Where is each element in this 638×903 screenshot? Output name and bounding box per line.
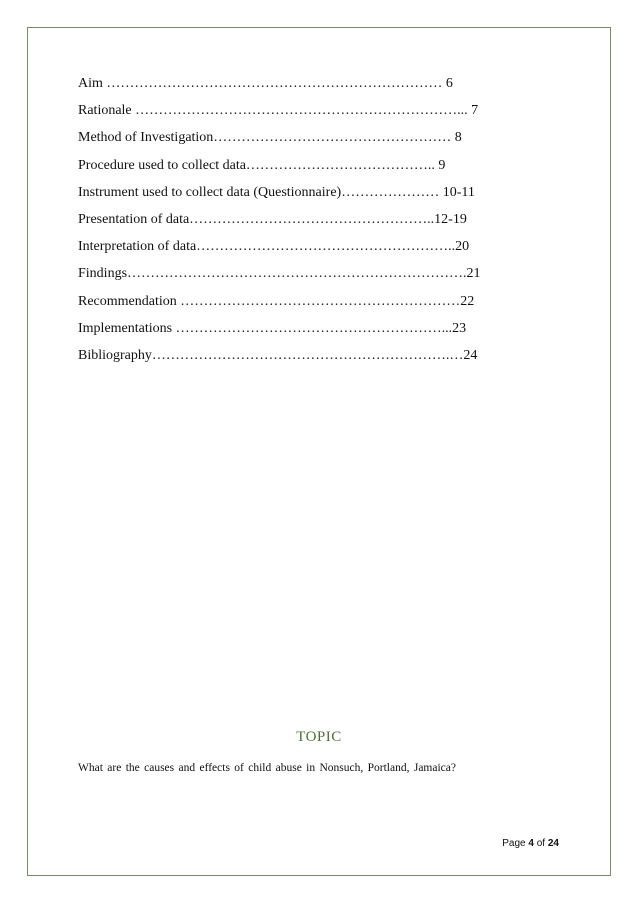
toc-entry-instrument: Instrument used to collect data (Questionnaire)………………… 10-11 <box>78 184 475 200</box>
of-label: of <box>536 838 546 849</box>
topic-heading: TOPIC <box>296 729 342 745</box>
toc-entry-implementations: Implementations …………………………………………………...23 <box>78 320 467 336</box>
toc-entry-aim: Aim ……………………………………………………………… 6 <box>78 76 453 91</box>
page-number <box>502 838 559 849</box>
toc-entry-presentation: Presentation of data……………………………………………..12-19 <box>78 211 467 227</box>
toc-entry-findings: Findings……………………………………………………………….21 <box>78 266 481 282</box>
toc-entry-method: Method of Investigation…………………………………………… 8 <box>78 130 462 146</box>
page-current: 4 <box>528 838 534 849</box>
table-of-contents <box>78 74 498 373</box>
topic-question: What are the causes and effects of child abuse in Nonsuch, Portland, Jamaica? <box>78 762 456 774</box>
toc-entry-interpretation: Interpretation of data………………………………………………..20 <box>78 239 470 255</box>
toc-entry-bibliography: Bibliography……………………………………………………….…24 <box>78 347 478 363</box>
toc-entry-recommendation: Recommendation ……………………………………………………22 <box>78 293 475 309</box>
page-total: 24 <box>547 838 559 849</box>
toc-entry-rationale: Rationale ……………………………………………………………... 7 <box>78 103 479 119</box>
page-label: Page <box>502 838 526 849</box>
toc-entry-procedure: Procedure used to collect data………………………………….. 9 <box>78 157 446 173</box>
